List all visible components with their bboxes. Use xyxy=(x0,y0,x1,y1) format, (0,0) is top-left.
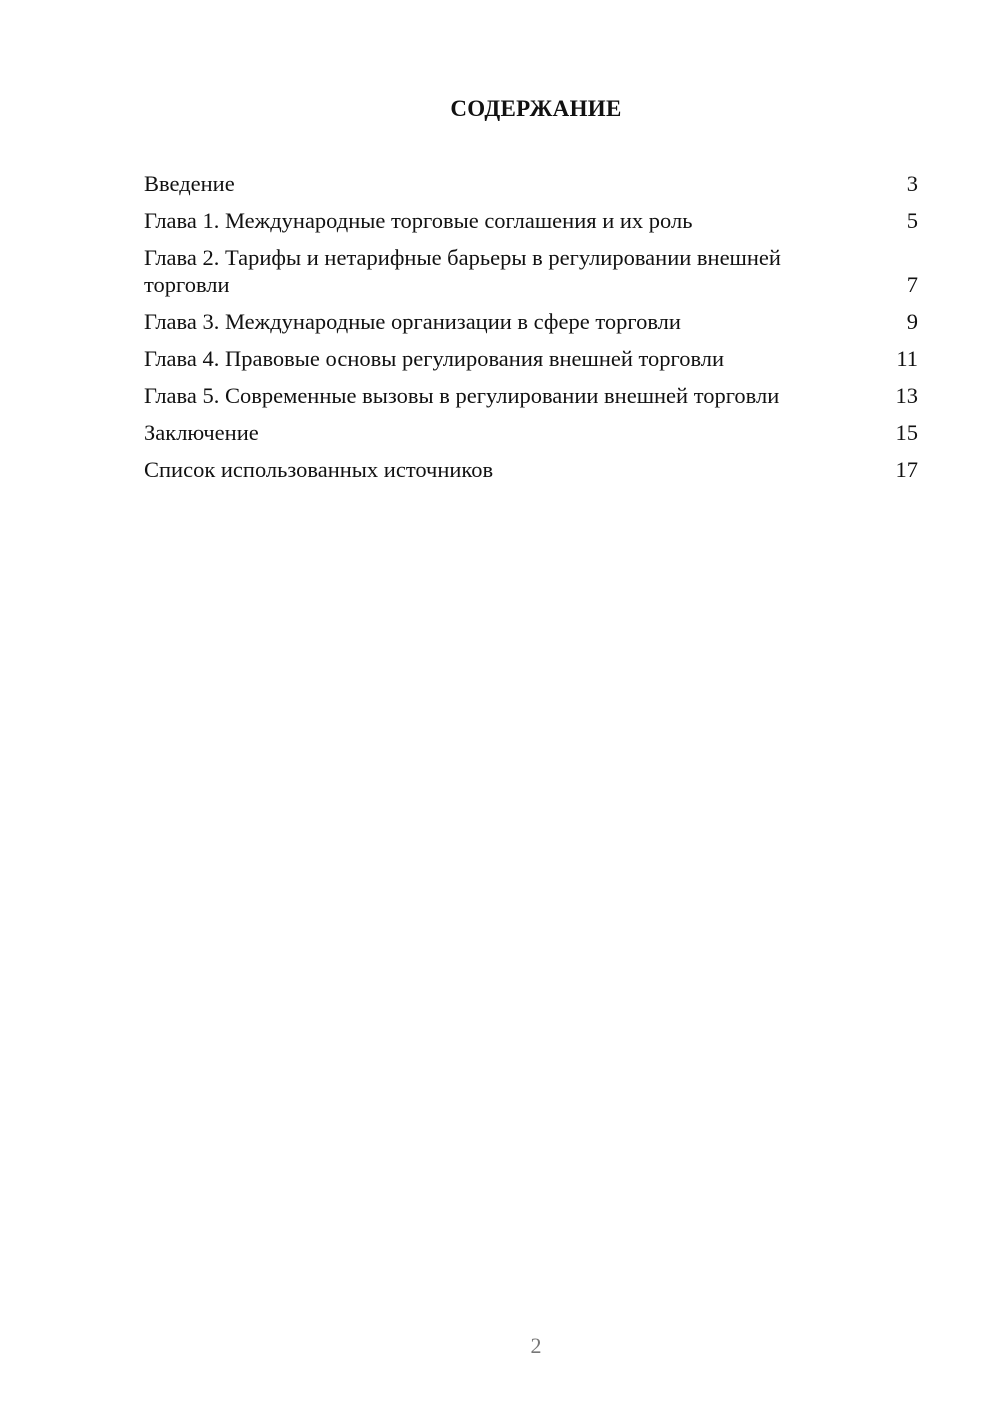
toc-entry-chapter-4[interactable] xyxy=(144,345,918,372)
toc-entry-conclusion[interactable] xyxy=(144,419,918,446)
page-number: 2 xyxy=(530,1333,542,1358)
toc-entry-chapter-3[interactable] xyxy=(144,308,918,335)
toc-entry-page: 17 xyxy=(895,457,918,482)
page-title: СОДЕРЖАНИЕ xyxy=(450,96,622,121)
toc-entry-chapter-2[interactable] xyxy=(144,244,918,298)
toc-entry-references[interactable] xyxy=(144,456,918,483)
toc-entry-label: Глава 1. Международные торговые соглашения и их роль xyxy=(144,208,693,233)
toc-entry-label: Глава 2. Тарифы и нетарифные барьеры в регулировании внешней торговли xyxy=(144,245,781,297)
toc-entry-chapter-5[interactable] xyxy=(144,382,918,409)
toc-entry-label: Глава 3. Международные организации в сфере торговли xyxy=(144,309,681,334)
toc-entry-page: 15 xyxy=(895,420,918,445)
toc-entry-page: 9 xyxy=(906,309,918,334)
toc-entry-page: 7 xyxy=(906,272,918,297)
toc-entry-label: Введение xyxy=(144,171,235,196)
toc-entry-page: 11 xyxy=(896,346,918,371)
toc-entry-page: 3 xyxy=(906,171,918,196)
toc-entry-label: Список использованных источников xyxy=(144,457,494,482)
toc-entry-label: Глава 5. Современные вызовы в регулировании внешней торговли xyxy=(144,383,780,408)
toc-entry-chapter-1[interactable] xyxy=(144,207,918,234)
toc-entry-page: 5 xyxy=(906,208,918,233)
table-of-contents xyxy=(144,170,918,493)
toc-entry-page: 13 xyxy=(895,383,918,408)
toc-entry-label: Глава 4. Правовые основы регулирования внешней торговли xyxy=(144,346,725,371)
toc-entry-label: Заключение xyxy=(144,420,259,445)
toc-entry-introduction[interactable] xyxy=(144,170,918,197)
